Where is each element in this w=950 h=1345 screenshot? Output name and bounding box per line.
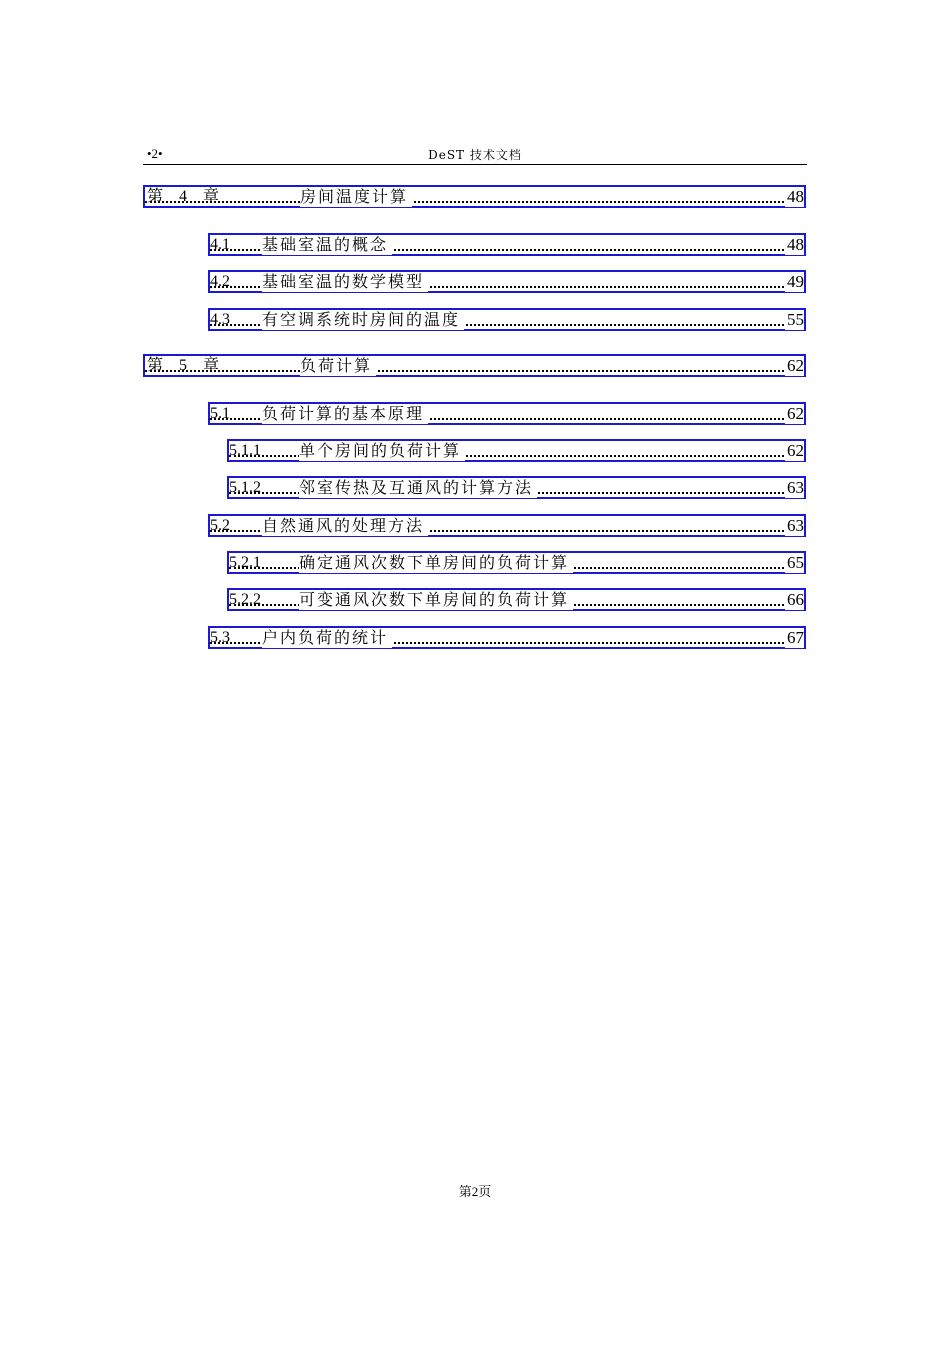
- toc-entry-5-3[interactable]: [208, 626, 806, 649]
- toc-entry-number: 5.2.2: [229, 591, 261, 608]
- toc-entry-4-2[interactable]: [208, 270, 806, 293]
- toc-entry-title: 自然通风的处理方法: [262, 516, 428, 536]
- toc-entry-number: 第 4 章: [147, 188, 226, 205]
- toc-entry-page: 49: [787, 272, 804, 291]
- leader-dots: [145, 201, 804, 203]
- toc-entry-5-2[interactable]: [208, 514, 806, 537]
- header-title: DeST 技术文档: [428, 148, 522, 162]
- toc-entry-number: 5.2: [210, 517, 230, 534]
- toc-entry-page: 63: [787, 478, 804, 497]
- toc-entry-page: 67: [787, 628, 804, 647]
- toc-entry-page: 62: [787, 356, 804, 375]
- toc-entry-number: 5.1.1: [229, 442, 261, 459]
- toc-entry-page: 62: [787, 441, 804, 460]
- page-footer: 第2页: [458, 1184, 492, 1199]
- toc-entry-number: 第 5 章: [147, 357, 226, 374]
- toc-entry-5-2-1[interactable]: [227, 551, 806, 574]
- toc-entry-chapter-4[interactable]: [143, 185, 806, 208]
- toc-entry-page: 62: [787, 404, 804, 423]
- page-header: [143, 144, 807, 165]
- toc-entry-number: 4.3: [210, 311, 230, 328]
- toc-entry-page: 48: [787, 187, 804, 206]
- toc-entry-chapter-5[interactable]: [143, 354, 806, 377]
- toc-entry-number: 4.1: [210, 236, 230, 253]
- toc-entry-title: 单个房间的负荷计算: [299, 441, 465, 461]
- toc-entry-number: 4.2: [210, 273, 230, 290]
- toc-entry-5-1[interactable]: [208, 402, 806, 425]
- toc-entry-page: 48: [787, 235, 804, 254]
- toc-entry-5-1-1[interactable]: [227, 439, 806, 462]
- toc-entry-title: 房间温度计算: [300, 187, 412, 207]
- toc-entry-4-3[interactable]: [208, 308, 806, 331]
- toc-entry-title: 确定通风次数下单房间的负荷计算: [299, 553, 573, 573]
- toc-entry-number: 5.2.1: [229, 554, 261, 571]
- toc-entry-page: 65: [787, 553, 804, 572]
- toc-entry-number: 5.1: [210, 405, 230, 422]
- leader-dots: [145, 370, 804, 372]
- toc-entry-title: 有空调系统时房间的温度: [262, 310, 464, 330]
- toc-entry-title: 基础室温的数学模型: [262, 272, 428, 292]
- toc-entry-number: 5.3: [210, 629, 230, 646]
- toc-entry-page: 55: [787, 310, 804, 329]
- toc-entry-4-1[interactable]: [208, 233, 806, 256]
- toc-entry-number: 5.1.2: [229, 479, 261, 496]
- toc-entry-5-1-2[interactable]: [227, 476, 806, 499]
- toc-entry-title: 基础室温的概念: [262, 235, 392, 255]
- header-page-mark: •2•: [147, 146, 163, 161]
- toc-entry-title: 户内负荷的统计: [262, 628, 392, 648]
- toc-entry-title: 邻室传热及互通风的计算方法: [299, 478, 537, 498]
- toc-entry-page: 63: [787, 516, 804, 535]
- toc-entry-5-2-2[interactable]: [227, 588, 806, 611]
- toc-entry-title: 负荷计算: [300, 356, 376, 376]
- toc-entry-title: 可变通风次数下单房间的负荷计算: [299, 590, 573, 610]
- toc-entry-page: 66: [787, 590, 804, 609]
- toc-entry-title: 负荷计算的基本原理: [262, 404, 428, 424]
